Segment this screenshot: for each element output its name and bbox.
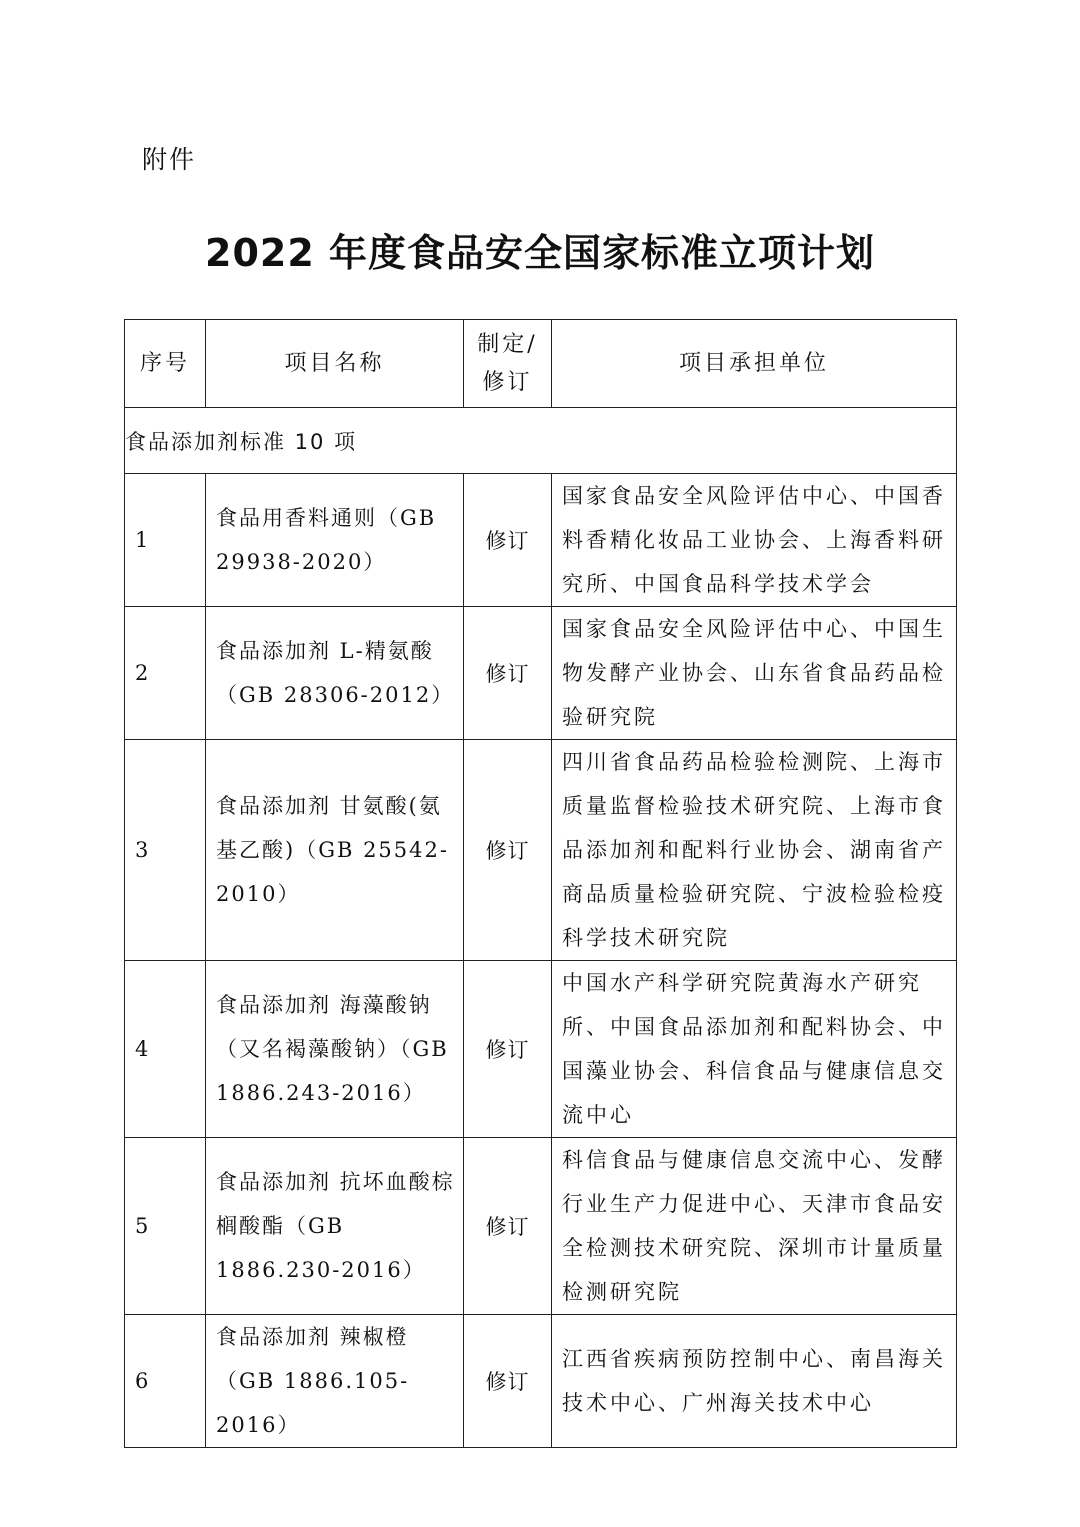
row-unit: 国家食品安全风险评估中心、中国生物发酵产业协会、山东省食品药品检验研究院 (552, 607, 957, 740)
row-type: 修订 (464, 961, 552, 1138)
row-seq: 4 (125, 961, 206, 1138)
row-seq: 2 (125, 607, 206, 740)
table-row (125, 1315, 957, 1448)
row-type: 修订 (464, 1138, 552, 1315)
row-project-name: 食品添加剂 辣椒橙（GB 1886.105-2016） (206, 1315, 464, 1448)
row-seq: 5 (125, 1138, 206, 1315)
header-type-line1: 制定/ (477, 331, 538, 357)
row-project-name: 食品添加剂 海藻酸钠（又名褐藻酸钠）（GB 1886.243-2016） (206, 961, 464, 1138)
row-project-name: 食品添加剂 L-精氨酸（GB 28306-2012） (206, 607, 464, 740)
header-seq: 序号 (125, 320, 206, 408)
row-unit: 江西省疾病预防控制中心、南昌海关技术中心、广州海关技术中心 (552, 1315, 957, 1448)
row-type: 修订 (464, 740, 552, 961)
attachment-label: 附件 (142, 145, 197, 174)
row-type: 修订 (464, 474, 552, 607)
header-type-line2: 修订 (482, 369, 533, 395)
header-unit: 项目承担单位 (552, 320, 957, 408)
row-project-name: 食品用香料通则（GB 29938-2020） (206, 474, 464, 607)
document-title: 2022 年度食品安全国家标准立项计划 (205, 231, 875, 275)
table-header-row (125, 320, 957, 408)
header-type (464, 320, 552, 408)
row-unit: 四川省食品药品检验检测院、上海市质量监督检验技术研究院、上海市食品添加剂和配料行业协会、湖南省产商品质量检验研究院、宁波检验检疫科学技术研究院 (552, 740, 957, 961)
row-type: 修订 (464, 1315, 552, 1448)
category-label: 食品添加剂标准 10 项 (125, 408, 957, 474)
category-row (125, 408, 957, 474)
standards-plan-table (124, 319, 957, 1448)
table-row (125, 740, 957, 961)
row-unit: 科信食品与健康信息交流中心、发酵行业生产力促进中心、天津市食品安全检测技术研究院、深圳市计量质量检测研究院 (552, 1138, 957, 1315)
row-seq: 6 (125, 1315, 206, 1448)
row-project-name: 食品添加剂 甘氨酸(氨基乙酸)（GB 25542-2010） (206, 740, 464, 961)
row-unit: 国家食品安全风险评估中心、中国香料香精化妆品工业协会、上海香料研究所、中国食品科学技术学会 (552, 474, 957, 607)
header-name: 项目名称 (206, 320, 464, 408)
table-row (125, 1138, 957, 1315)
row-project-name: 食品添加剂 抗坏血酸棕榈酸酯（GB 1886.230-2016） (206, 1138, 464, 1315)
row-type: 修订 (464, 607, 552, 740)
table-row (125, 961, 957, 1138)
row-unit: 中国水产科学研究院黄海水产研究所、中国食品添加剂和配料协会、中国藻业协会、科信食品与健康信息交流中心 (552, 961, 957, 1138)
row-seq: 1 (125, 474, 206, 607)
table-row (125, 607, 957, 740)
table-row (125, 474, 957, 607)
row-seq: 3 (125, 740, 206, 961)
